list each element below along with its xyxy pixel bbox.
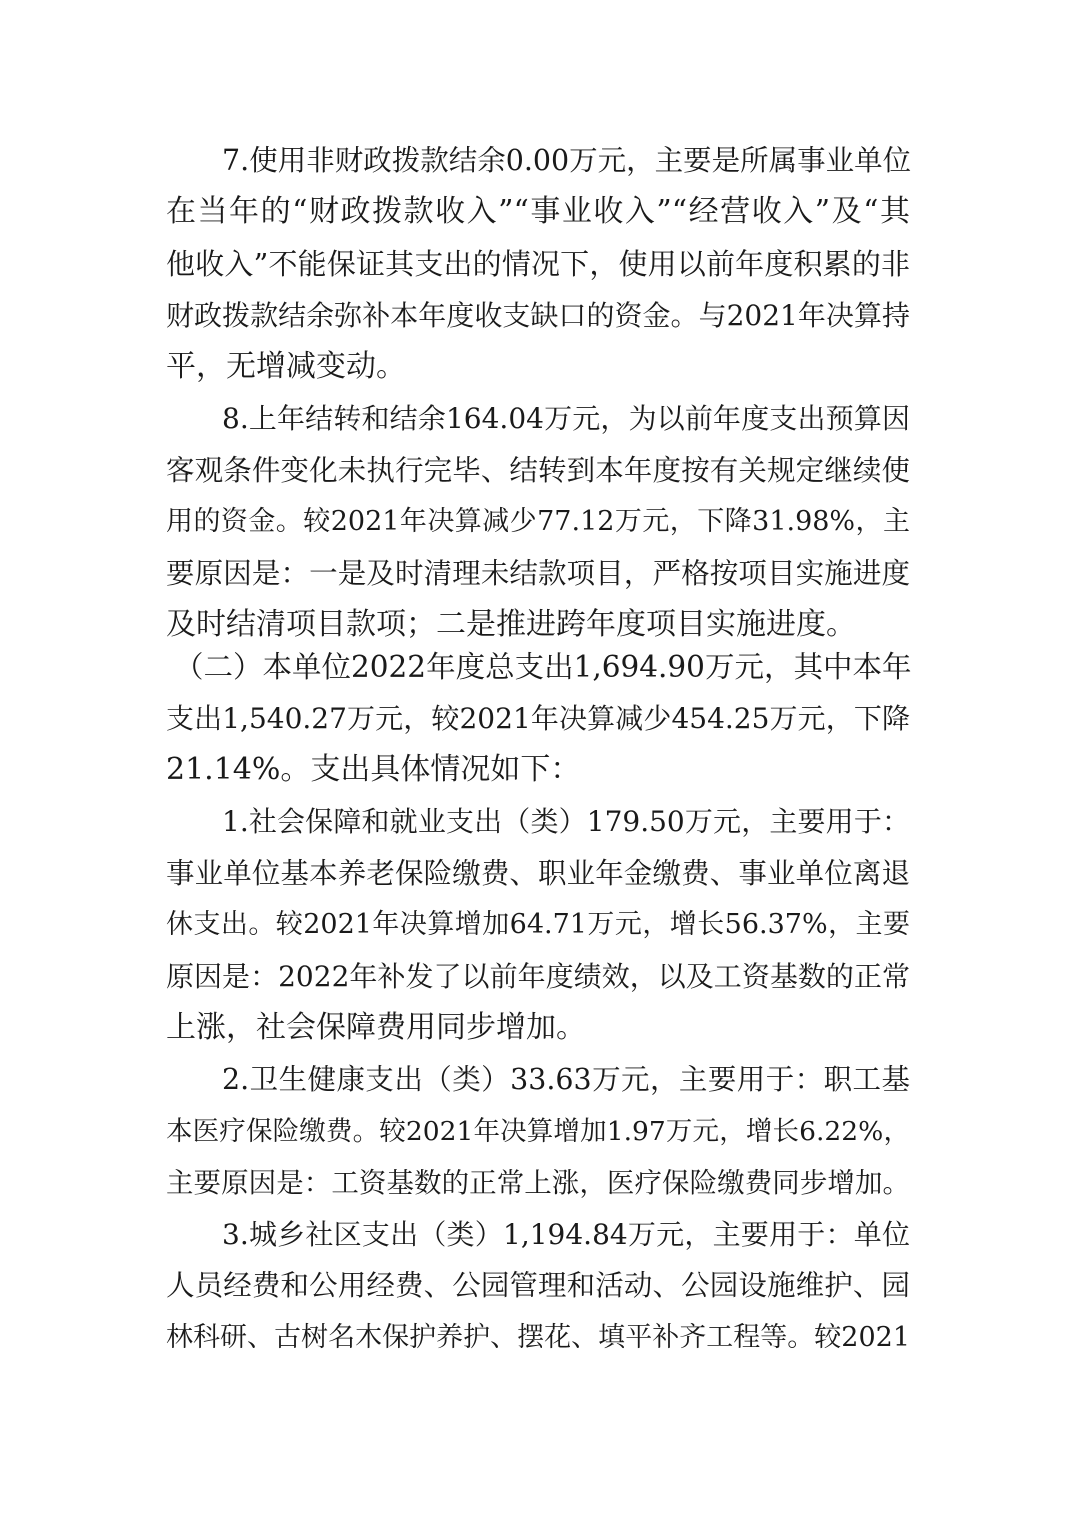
text-line: 7.使用非财政拨款结余0.00万元，主要是所属事业单位 <box>222 144 912 177</box>
text-line: 事业单位基本养老保险缴费、职业年金缴费、事业单位离退 <box>166 857 910 890</box>
text-line: 休支出。较2021年决算增加64.71万元，增长56.37%，主要 <box>166 909 910 940</box>
text-line: 支出1,540.27万元，较2021年决算减少454.25万元，下降 <box>166 702 910 735</box>
text-line: 21.14%。支出具体情况如下： <box>166 752 581 787</box>
text-line: 原因是：2022年补发了以前年度绩效，以及工资基数的正常 <box>166 960 910 993</box>
text-line: 1.社会保障和就业支出（类）179.50万元，主要用于： <box>222 805 910 838</box>
text-line: 用的资金。较2021年决算减少77.12万元，下降31.98%，主 <box>166 506 910 537</box>
text-line: 主要原因是：工资基数的正常上涨，医疗保险缴费同步增加。 <box>166 1167 910 1199</box>
text-line: 财政拨款结余弥补本年度收支缺口的资金。与2021年决算持 <box>166 299 910 332</box>
text-line: 3.城乡社区支出（类）1,194.84万元，主要用于：单位 <box>222 1218 910 1251</box>
text-line: 在当年的“财政拨款收入”“事业收入”“经营收入”及“其 <box>166 194 910 229</box>
text-line: 8.上年结转和结余164.04万元，为以前年度支出预算因 <box>222 402 910 435</box>
text-line: 要原因是：一是及时清理未结款项目，严格按项目实施进度 <box>166 557 910 590</box>
text-line: 及时结清项目款项；二是推进跨年度项目实施进度。 <box>166 607 856 642</box>
text-line: （二）本单位2022年度总支出1,694.90万元，其中本年 <box>174 650 912 684</box>
text-line: 客观条件变化未执行完毕、结转到本年度按有关规定继续使 <box>166 454 910 487</box>
text-line: 平，无增减变动。 <box>166 349 406 384</box>
text-line: 人员经费和公用经费、公园管理和活动、公园设施维护、园 <box>166 1269 910 1302</box>
text-line: 上涨，社会保障费用同步增加。 <box>166 1010 586 1045</box>
text-line: 林科研、古树名木保护养护、摆花、填平补齐工程等。较2021 <box>166 1322 910 1353</box>
text-line: 他收入”不能保证其支出的情况下，使用以前年度积累的非 <box>166 247 910 281</box>
text-line: 2.卫生健康支出（类）33.63万元，主要用于：职工基 <box>222 1063 910 1096</box>
text-line: 本医疗保险缴费。较2021年决算增加1.97万元，增长6.22%， <box>166 1116 910 1147</box>
